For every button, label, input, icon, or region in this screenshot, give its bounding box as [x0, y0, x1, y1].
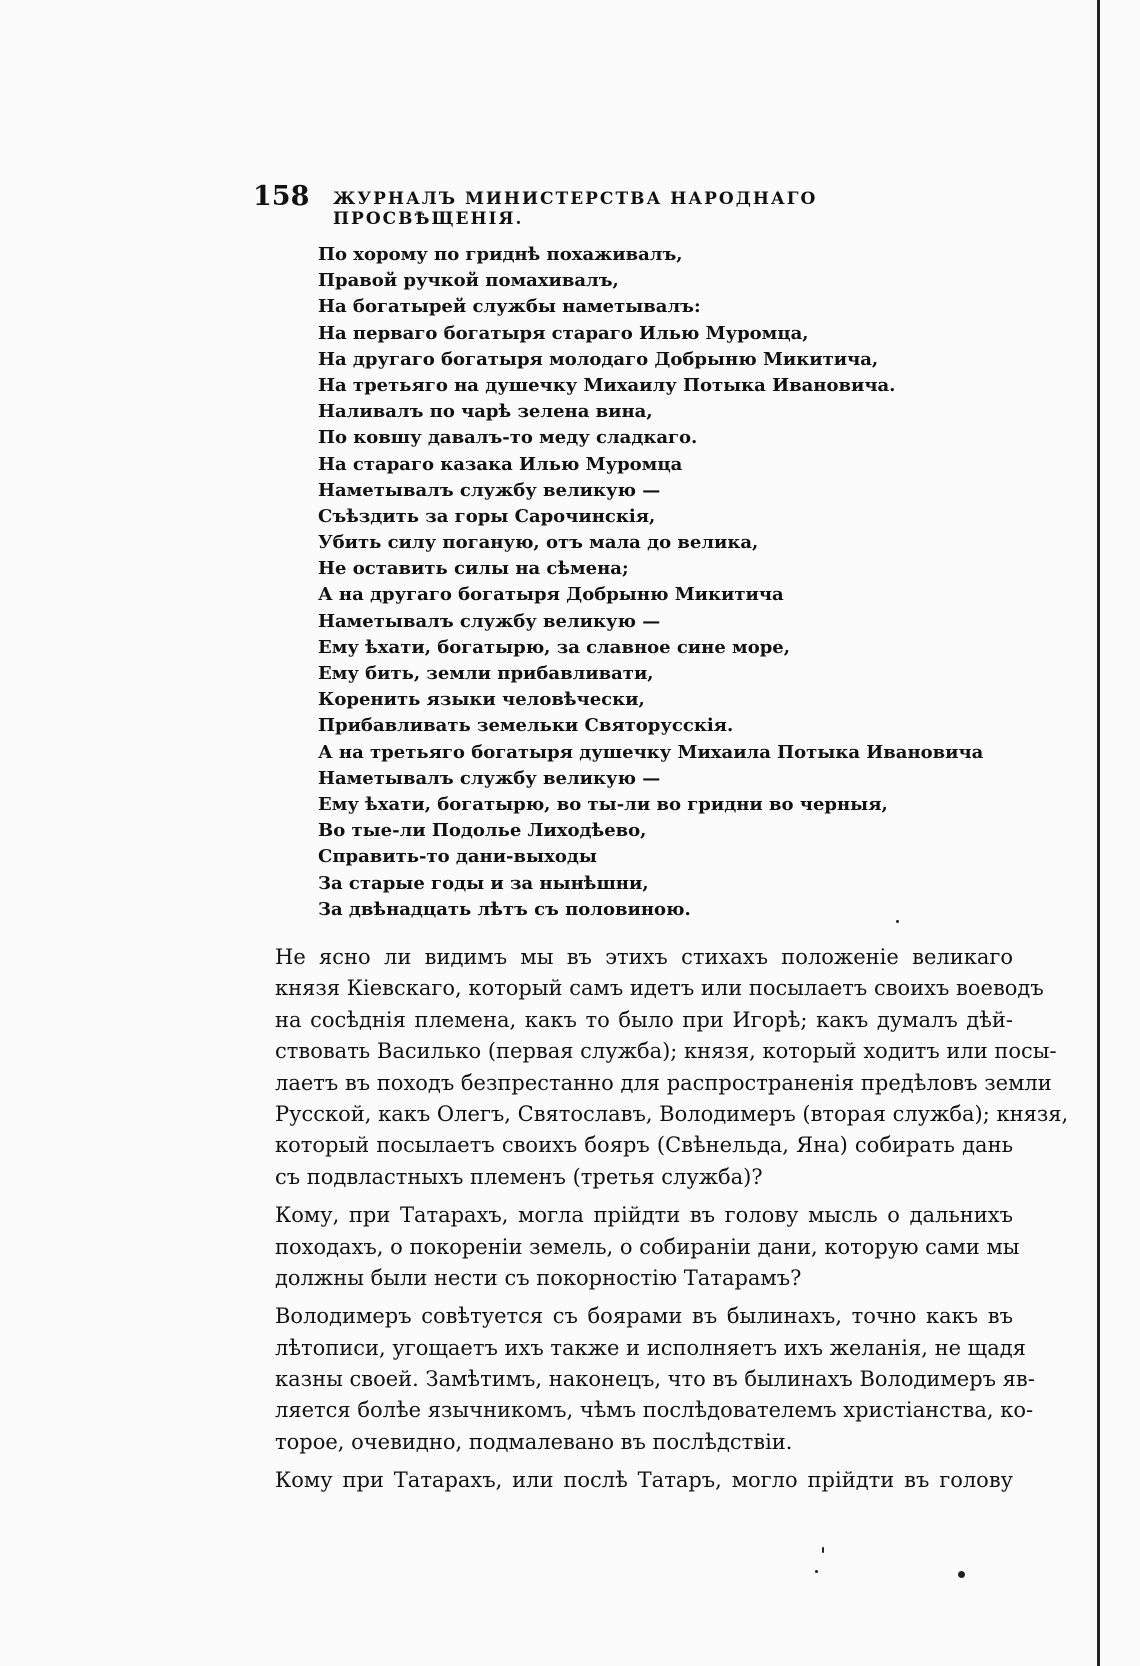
- paragraph: [275, 1301, 1035, 1458]
- verse-line: А на третьяго богатыря душечку Михаила Потыка Ивановича: [318, 741, 984, 763]
- verse-line: Ему ѣхати, богатырю, за славное сине море,: [318, 636, 790, 658]
- text-line: должны были нести съ покорностію Татарамъ?: [275, 1265, 802, 1290]
- verse-line: Наметывалъ службу великую —: [318, 610, 661, 632]
- text-line: Кому при Татарахъ, или послѣ Татаръ, могло прійдти въ голову: [275, 1468, 1013, 1493]
- paragraph: [275, 942, 1069, 1193]
- verse-line: А на другаго богатыря Добрыню Микитича: [318, 584, 784, 606]
- verse-line: Наметывалъ службу великую —: [318, 767, 661, 789]
- text-line: на сосѣднія племена, какъ то было при Игорѣ; какъ думалъ дѣй-: [275, 1007, 1013, 1032]
- ink-speck: [958, 1571, 965, 1578]
- text-line: который посылаетъ своихъ бояръ (Свѣнельда, Яна) собирать дань: [275, 1133, 1013, 1158]
- verse-block: [318, 242, 984, 923]
- text-line: походахъ, о покореніи земель, о собираніи дани, которую сами мы: [275, 1234, 1020, 1259]
- verse-line: Ему бить, земли прибавливати,: [318, 663, 654, 684]
- text-line: Володимеръ совѣтуется съ боярами въ былинахъ, точно какъ въ: [275, 1304, 1013, 1329]
- text-line: ляется болѣе язычникомъ, чѣмъ послѣдователемъ христіанства, ко-: [275, 1398, 1034, 1423]
- text-line: торое, очевидно, подмалевано въ послѣдствіи.: [275, 1429, 793, 1454]
- verse-line: Ему ѣхати, богатырю, во ты-ли во гридни во черныя,: [318, 793, 888, 815]
- verse-line: Справить-то дани-выходы: [318, 846, 597, 868]
- ink-speck: [815, 1570, 818, 1573]
- verse-line: Наметывалъ службу великую —: [318, 479, 661, 501]
- text-line: казны своей. Замѣтимъ, наконецъ, что въ былинахъ Володимеръ яв-: [275, 1367, 1035, 1392]
- text-line: ствовать Василько (первая служба); князя, который ходитъ или посы-: [275, 1039, 1057, 1064]
- page-edge-line: [1097, 0, 1100, 1666]
- verse-line: Правой ручкой помахивалъ,: [318, 270, 619, 292]
- text-line: лаетъ въ походъ безпрестанно для распространенія предѣловъ земли: [275, 1070, 1052, 1095]
- ink-speck: [822, 1547, 824, 1553]
- verse-line: За двѣнадцать лѣтъ съ половиною.: [318, 898, 691, 920]
- verse-line: На богатырей службы наметывалъ:: [318, 296, 701, 318]
- verse-line: За старые годы и за нынѣшни,: [318, 872, 649, 894]
- page-number: 158: [253, 181, 310, 212]
- verse-line: На другаго богатыря молодаго Добрыню Микитича,: [318, 348, 879, 370]
- verse-line: Наливалъ по чарѣ зелена вина,: [318, 401, 653, 423]
- paragraph: [275, 1200, 1020, 1294]
- verse-line: Прибавливать земельки Святорусскія.: [318, 715, 734, 737]
- verse-line: На третьяго на душечку Михаилу Потыка Ивановича.: [318, 374, 896, 396]
- verse-line: Коренить языки человѣчески,: [318, 689, 645, 711]
- running-title: ЖУРНАЛЪ МИНИСТЕРСТВА НАРОДНАГО ПРОСВѢЩЕНІЯ.: [333, 189, 818, 229]
- text-line: Не ясно ли видимъ мы въ этихъ стихахъ положеніе великаго: [275, 945, 1013, 969]
- prose-body: [275, 942, 1069, 1504]
- running-header: [253, 181, 1013, 229]
- paragraph: [275, 1465, 1013, 1496]
- text-line: Русской, какъ Олегъ, Святославъ, Володимеръ (вторая служба); князя,: [275, 1101, 1069, 1126]
- ink-speck: [896, 920, 899, 923]
- text-line: съ подвластныхъ племенъ (третья служба)?: [275, 1164, 763, 1189]
- verse-line: Во тые-ли Подолье Лиходѣево,: [318, 820, 647, 842]
- verse-line: На стараго казака Илью Муромца: [318, 453, 683, 475]
- text-line: князя Кіевскаго, который самъ идетъ или посылаетъ своихъ воеводъ: [275, 976, 1044, 1001]
- verse-line: По хорому по гриднѣ похаживалъ,: [318, 244, 683, 265]
- verse-line: Убить силу поганую, отъ мала до велика,: [318, 532, 759, 554]
- text-line: лѣтописи, угощаетъ ихъ также и исполняетъ ихъ желанія, не щадя: [275, 1335, 1026, 1360]
- text-line: Кому, при Татарахъ, могла прійдти въ голову мысль о дальнихъ: [275, 1203, 1013, 1228]
- verse-line: По ковшу давалъ-то меду сладкаго.: [318, 427, 698, 449]
- verse-line: Съѣздить за горы Сарочинскія,: [318, 505, 656, 527]
- verse-line: На перваго богатыря стараго Илью Муромца,: [318, 322, 809, 344]
- verse-line: Не оставить силы на сѣмена;: [318, 558, 629, 580]
